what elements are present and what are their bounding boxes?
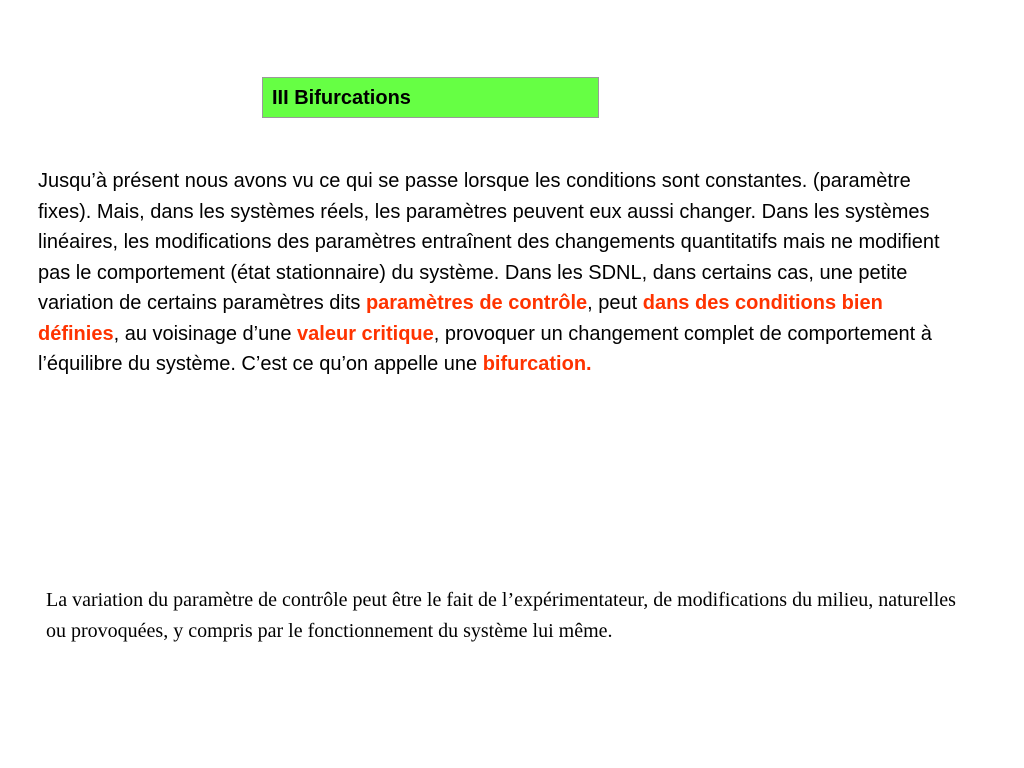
highlight-well-defined-conditions: dans des conditions bien définies (38, 292, 883, 345)
paragraph-text-4: , provoquer un changement complet de comportement à l’équilibre du système. C’est ce qu’on appelle une (38, 322, 932, 375)
paragraph-text-1: Jusqu’à présent nous avons vu ce qui se passe lorsque les conditions sont constantes. (paramètre fixes). Mais, dans les systèmes réels, les paramètres peuvent eux aussi changer. Dans les systèmes linéaires, les modifications des paramètres entraînent des changements quantitatifs mais ne modifient pas le comportement (état stationnaire) du système. Dans les SDNL, dans certains cas, une petite variation de certains paramètres dits (38, 170, 940, 314)
highlight-bifurcation: bifurcation. (482, 353, 592, 375)
note-paragraph: La variation du paramètre de contrôle peut être le fait de l’expérimentateur, de modifications du milieu, naturelles ou provoquées, y compris par le fonctionnement du système lui même. (46, 589, 956, 642)
highlight-control-parameters: paramètres de contrôle (365, 292, 588, 314)
main-paragraph (38, 166, 948, 380)
highlight-critical-value: valeur critique (297, 322, 434, 345)
paragraph-text-3: , au voisinage d’une (113, 322, 298, 345)
section-title: III Bifurcations (262, 77, 599, 118)
paragraph-text-2: , peut (587, 292, 643, 314)
